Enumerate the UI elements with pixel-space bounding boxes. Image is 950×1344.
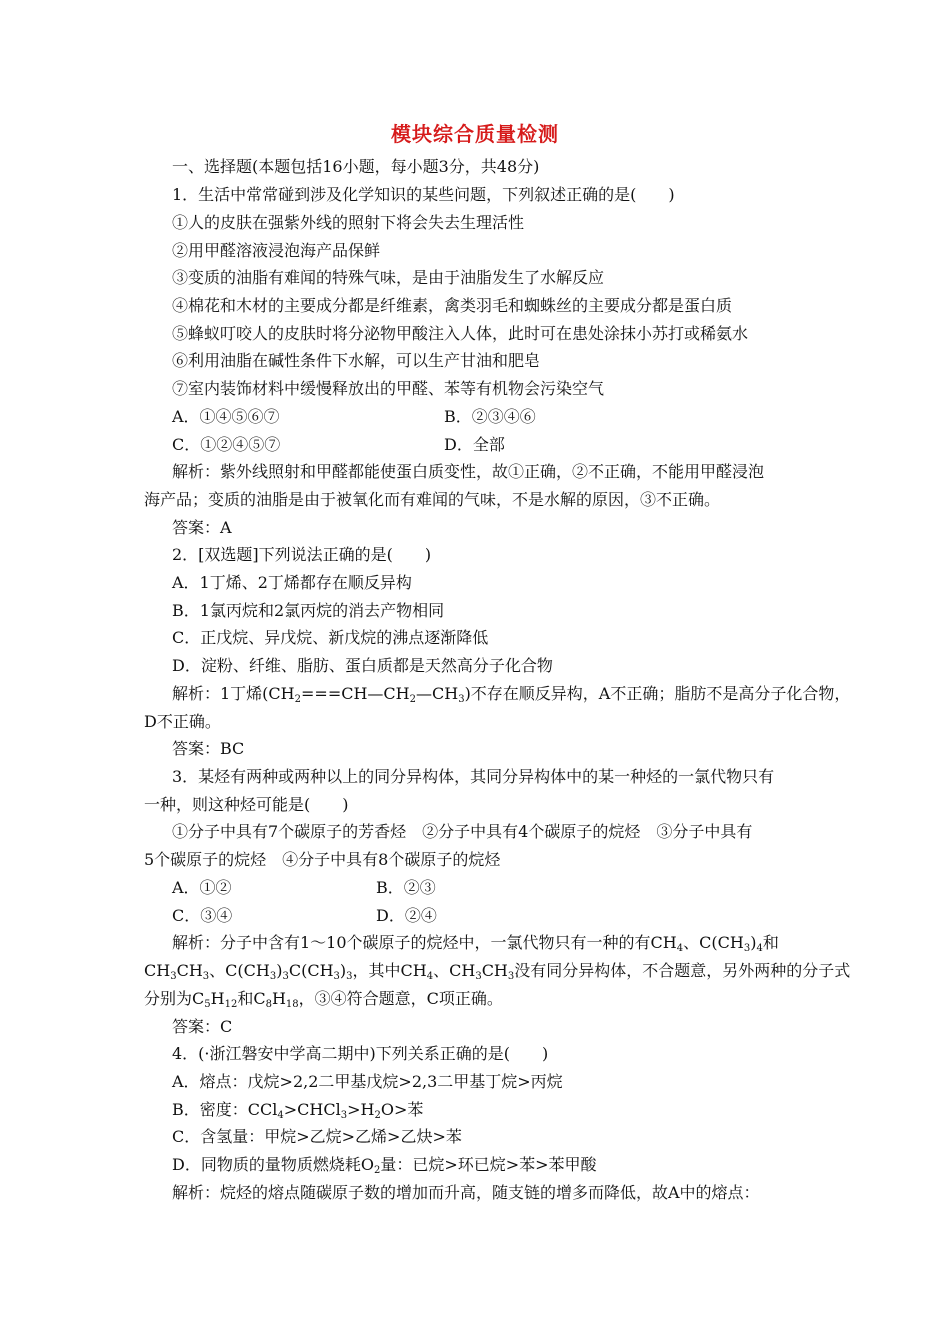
- q3-option-b: B．②③: [376, 878, 436, 897]
- q1-item: ②用甲醛溶液浸泡海产品保鲜: [172, 241, 381, 260]
- section-heading: 一、选择题(本题包括16小题，每小题3分，共48分): [172, 157, 540, 176]
- q2-analysis: 解析：1丁烯$(CH_2===CH—CH_2—CH_3)$不存在顺反异构，A不正确；脂肪不是高分子化合物，: [172, 684, 851, 705]
- q2-option-a: A．1丁烯、2丁烯都存在顺反异构: [172, 573, 412, 592]
- q1-stem: 1．生活中常常碰到涉及化学知识的某些问题，下列叙述正确的是( ): [172, 185, 675, 204]
- q2-option-c: C．正戊烷、异戊烷、新戊烷的沸点逐渐降低: [172, 628, 489, 647]
- q1-item: ⑦室内装饰材料中缓慢释放出的甲醛、苯等有机物会污染空气: [172, 379, 605, 398]
- q1-item: ⑤蜂蚁叮咬人的皮肤时将分泌物甲酸注入人体，此时可在患处涂抹小苏打或稀氨水: [172, 324, 749, 343]
- q3-stem: 一种，则这种烃可能是( ): [144, 795, 349, 814]
- q1-option-a: A．①④⑤⑥⑦: [172, 407, 280, 426]
- q4-option-b: B．密度：$CCl_4>CHCl_3>H_2O>$苯: [172, 1100, 424, 1121]
- q2-option-b: B．1氯丙烷和2氯丙烷的消去产物相同: [172, 601, 445, 620]
- q4-analysis: 解析：烷烃的熔点随碳原子数的增加而升高，随支链的增多而降低，故A中的熔点：: [172, 1183, 760, 1202]
- q2-analysis: D不正确。: [144, 712, 221, 731]
- q3-option-d: D．②④: [376, 906, 437, 925]
- q4-option-d: D．同物质的量物质燃烧耗$O_2$量：已烷>环已烷>苯>苯甲酸: [172, 1155, 597, 1176]
- q1-item: ④棉花和木材的主要成分都是纤维素，禽类羽毛和蜘蛛丝的主要成分都是蛋白质: [172, 296, 733, 315]
- q1-item: ①人的皮肤在强紫外线的照射下将会失去生理活性: [172, 213, 525, 232]
- q3-items: 5个碳原子的烷烃 ④分子中具有8个碳原子的烷烃: [144, 850, 501, 869]
- q3-option-c: C．③④: [172, 906, 233, 925]
- q4-option-a: A．熔点：戊烷>2,2二甲基戊烷>2,3二甲基丁烷>丙烷: [172, 1072, 563, 1091]
- q2-option-d: D．淀粉、纤维、脂肪、蛋白质都是天然高分子化合物: [172, 656, 553, 675]
- q1-answer: 答案：A: [172, 518, 232, 537]
- q1-option-d: D．全部: [444, 435, 505, 454]
- page-title: 模块综合质量检测: [391, 122, 559, 146]
- q1-option-b: B．②③④⑥: [444, 407, 536, 426]
- q4-option-c: C．含氢量：甲烷>乙烷>乙烯>乙炔>苯: [172, 1127, 462, 1146]
- q3-items: ①分子中具有7个碳原子的芳香烃 ②分子中具有4个碳原子的烷烃 ③分子中具有: [172, 822, 753, 841]
- q1-analysis: 解析：紫外线照射和甲醛都能使蛋白质变性，故①正确，②不正确，不能用甲醛浸泡: [172, 462, 765, 481]
- q2-stem: 2．[双选题]下列说法正确的是( ): [172, 545, 432, 564]
- q1-item: ③变质的油脂有难闻的特殊气味，是由于油脂发生了水解反应: [172, 268, 605, 287]
- q1-analysis: 海产品；变质的油脂是由于被氧化而有难闻的气味，不是水解的原因，③不正确。: [144, 490, 721, 509]
- q3-analysis: 解析：分子中含有1～10个碳原子的烷烃中，一氯代物只有一种的有$CH_4$、$C(CH_3)_4$和: [172, 933, 779, 954]
- q3-analysis: $CH_3CH_3$、$C(CH_3)_3C(CH_3)_3$，其中$CH_4$、$CH_3CH_3$没有同分异构体，不合题意，另外两种的分子式: [144, 961, 851, 982]
- q3-stem: 3．某烃有两种或两种以上的同分异构体，其同分异构体中的某一种烃的一氯代物只有: [172, 767, 775, 786]
- q3-analysis: 分别为$C_5H_{12}$和$C_8H_{18}$，③④符合题意，C项正确。: [144, 989, 503, 1010]
- q3-answer: 答案：C: [172, 1017, 233, 1036]
- q1-option-c: C．①②④⑤⑦: [172, 435, 281, 454]
- q4-stem: 4．(·浙江磐安中学高二期中)下列关系正确的是( ): [172, 1044, 549, 1063]
- q1-item: ⑥利用油脂在碱性条件下水解，可以生产甘油和肥皂: [172, 351, 541, 370]
- q2-answer: 答案：BC: [172, 739, 245, 758]
- q3-option-a: A．①②: [172, 878, 232, 897]
